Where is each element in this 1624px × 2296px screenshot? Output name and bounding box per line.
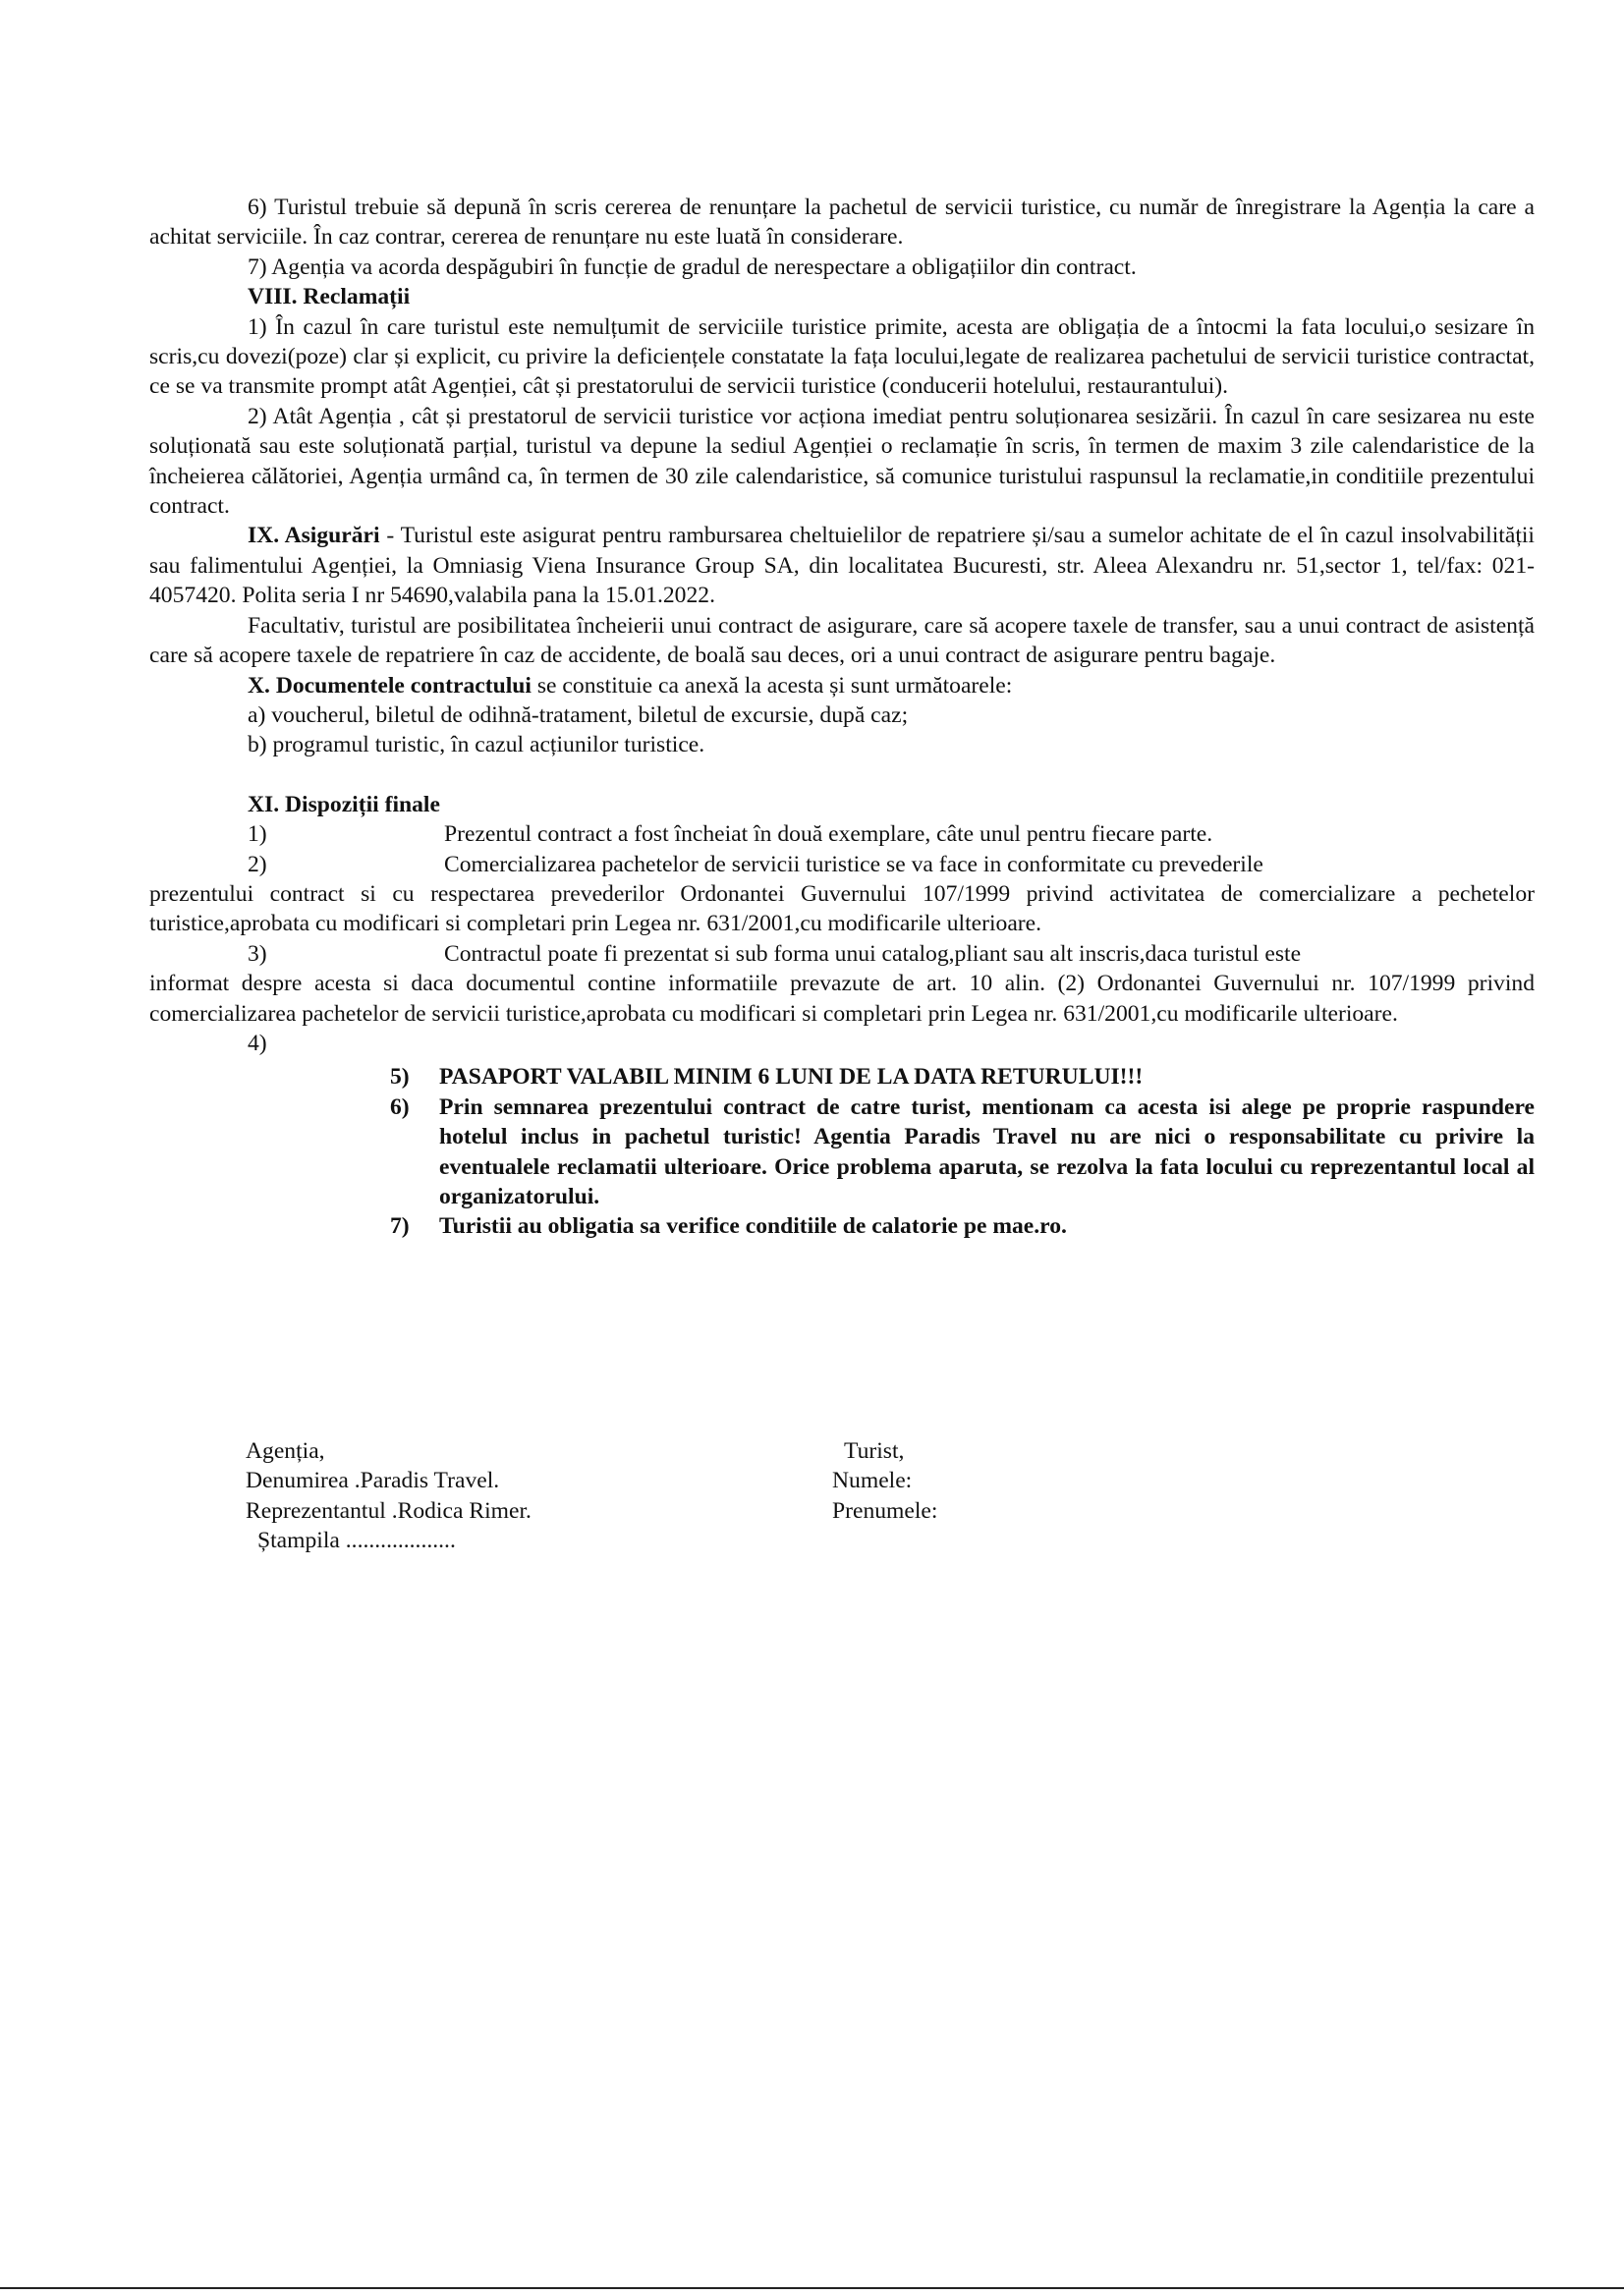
agency-signature-block — [246, 1436, 532, 1556]
final-provision-2 — [149, 850, 1535, 939]
agency-title: Agenția, — [246, 1438, 325, 1464]
final-provision-1 — [149, 819, 1535, 849]
section-ix-paragraph — [149, 521, 1535, 610]
agency-name-line: Denumirea .Paradis Travel. — [246, 1468, 500, 1494]
clause-viii-1: 1) În cazul în care turistul este nemulțumit de serviciile turistice primite, acesta are obligația de a întocmi la fata locului,o sesizare în scris,cu dovezi(poze) clar și explicit, cu privire la deficiențele constatate la fața locului,legate de realizarea pachetului de servicii turistice contractat, ce se va transmite prompt atât Agenției, cât și prestatorului de servicii turistice (conducerii hotelului, restaurantului). — [149, 313, 1535, 400]
scan-edge-line — [0, 2287, 1624, 2289]
provision-number: 5) — [390, 1064, 410, 1091]
tourist-signature-block — [832, 1436, 937, 1526]
provision-number: 7) — [390, 1213, 410, 1240]
clause-vii-6: 6) Turistul trebuie să depună în scris cererea de renunțare la pachetul de servicii turistice, cu număr de înregistrare la Agenția la care a achitat serviciile. În caz contrar, cererea de renunțare nu este luată în considerare. — [149, 195, 1535, 251]
provision-text: Prin semnarea prezentului contract de catre turist, mentionam ca acesta isi alege pe proprie raspundere hotelul inclus in pachetul turistic! Agentia Paradis Travel nu are nici o responsabilitate cu privire la eventualele reclamatii ulterioare. Orice problema aparuta, se rezolva la fata locului cu reprezentantul local al organizatorului. — [439, 1093, 1535, 1209]
provision-text: PASAPORT VALABIL MINIM 6 LUNI DE LA DATA RETURULUI!!! — [439, 1064, 1144, 1091]
section-x-intro: se constituie ca anexă la acesta și sunt următoarele: — [531, 672, 1013, 699]
provision-number: 6) — [390, 1093, 410, 1120]
section-x-item-b: b) programul turistic, în cazul acțiunilor turistice. — [248, 732, 705, 758]
bold-provisions-list — [390, 1062, 1535, 1241]
provision-continuation: informat despre acesta si daca documentul contine informatiile prevazute de art. 10 alin. (2) Ordonantei Guvernului nr. 107/1999 privind comercializarea pachetelor de servicii turistice,aprobata cu modificari si completari prin Legea nr. 631/2001,cu modificarile ulterioare. — [149, 971, 1535, 1027]
bold-provision-5 — [390, 1062, 1535, 1092]
provision-continuation: prezentului contract si cu respectarea prevederilor Ordonantei Guvernului 107/1999 privind activitatea de comercializare a pechetelor turistice,aprobata cu modificari si completari prin Legea nr. 631/2001,cu modificarile ulterioare. — [149, 880, 1535, 937]
section-ix-text: - Turistul este asigurat pentru rambursarea cheltuielilor de repatriere și/sau a sumelor achitate de el în cazul insolvabilității sau falimentului Agenției, la Omniasig Viena Insurance Group SA, din localitatea Bucuresti, str. Aleea Alexandru nr. 51,sector 1, tel/fax: 021-4057420. Polita seria I nr 54690,valabila pana la 15.01.2022. — [149, 523, 1535, 609]
tourist-first-name-field: Prenumele: — [832, 1497, 938, 1524]
section-x-heading: X. Documentele contractului — [248, 672, 532, 699]
provision-text: Turistii au obligatia sa verifice conditiile de calatorie pe mae.ro. — [439, 1213, 1067, 1240]
bold-provision-7 — [390, 1211, 1535, 1241]
spacer — [149, 760, 1535, 790]
clause-vii-7: 7) Agenția va acorda despăgubiri în funcție de gradul de nerespectare a obligațiilor din contract. — [248, 253, 1137, 280]
provision-text: Contractul poate fi prezentat si sub forma unui catalog,pliant sau alt inscris,daca turistul este — [444, 940, 1302, 967]
agency-representative-line: Reprezentantul .Rodica Rimer. — [246, 1497, 532, 1524]
tourist-surname-field: Numele: — [832, 1468, 913, 1494]
provision-number: 1) — [248, 821, 267, 848]
provision-number: 2) — [248, 851, 267, 877]
clause-viii-2: 2) Atât Agenția , cât și prestatorul de servicii turistice vor acționa imediat pentru soluționarea sesizării. În cazul în care sesizarea nu este soluționată sau este soluționată parțial, turistul va depune la sediul Agenției o reclamație în scris, în termen de maxim 3 zile calendaristice de la încheierea călătoriei, Agenția urmând ca, în termen de 30 zile calendaristice, să comunice turistului raspunsul la reclamatie,in conditiile prezentului contract. — [149, 403, 1535, 520]
section-viii-heading: VIII. Reclamații — [248, 284, 411, 310]
final-provision-4 — [149, 1029, 1535, 1058]
section-x-paragraph — [149, 671, 1535, 700]
section-ix-optional: Facultativ, turistul are posibilitatea încheierii unui contract de asigurare, care să acopere taxele de transfer, sau a unui contract de asistență care să acopere taxele de repatriere în caz de accidente, de boală sau deces, ori a unui contract de asigurare pentru bagaje. — [149, 612, 1535, 669]
section-xi-heading: XI. Dispoziții finale — [248, 791, 440, 817]
provision-number: 3) — [248, 940, 267, 967]
agency-stamp-line: Ștampila ................... — [257, 1528, 456, 1554]
section-x-item-a: a) voucherul, biletul de odihnă-tratament, biletul de excursie, după caz; — [248, 701, 909, 728]
bold-provision-6 — [390, 1092, 1535, 1212]
section-ix-heading: IX. Asigurări — [248, 523, 380, 549]
tourist-title: Turist, — [844, 1438, 905, 1464]
provision-text: Prezentul contract a fost încheiat în două exemplare, câte unul pentru fiecare parte. — [444, 821, 1213, 848]
provision-number: 4) — [248, 1030, 267, 1056]
final-provision-3 — [149, 939, 1535, 1029]
contract-page — [149, 193, 1535, 1242]
provision-text: Comercializarea pachetelor de servicii turistice se va face in conformitate cu prevederile — [444, 851, 1263, 877]
